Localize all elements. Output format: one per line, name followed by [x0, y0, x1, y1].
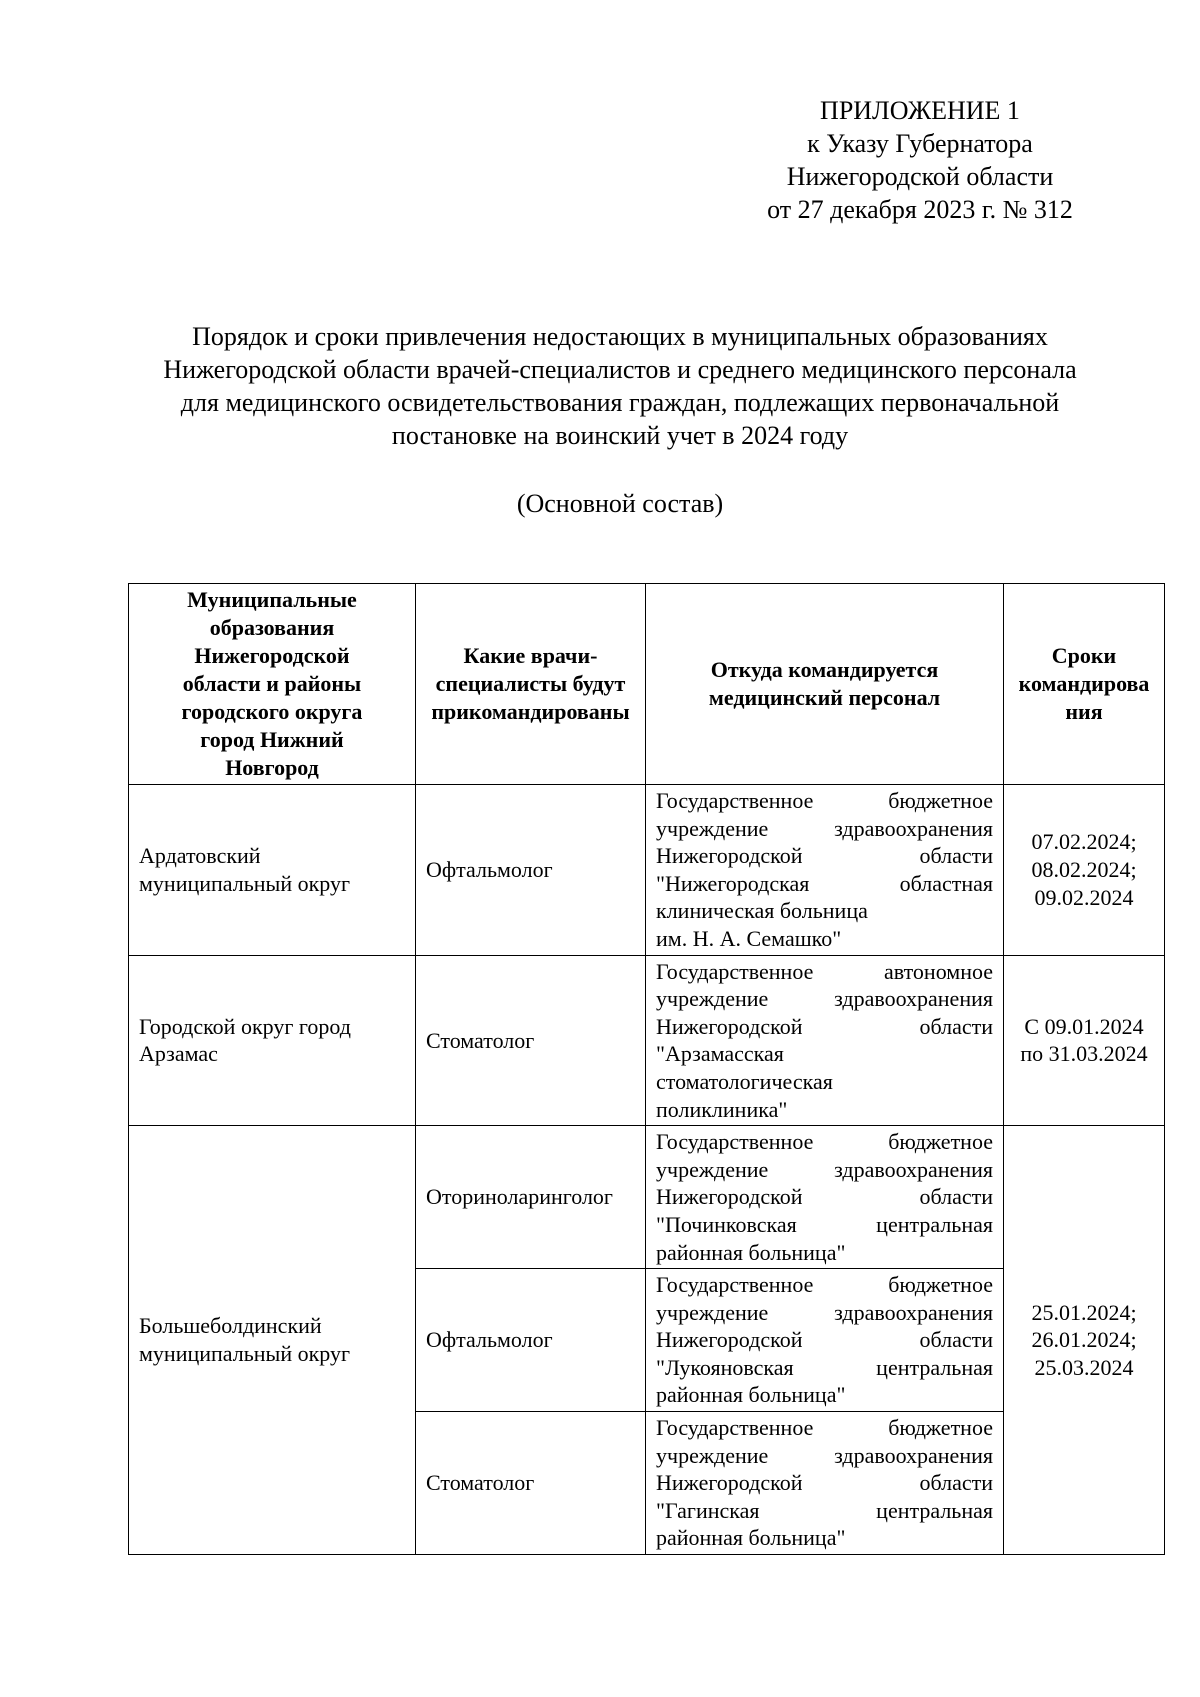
cell-specialist: Офтальмолог: [416, 785, 646, 956]
header-terms: Сроки командирова ния: [1004, 584, 1165, 785]
appendix-region: Нижегородской области: [786, 162, 1054, 191]
cell-source: Государственное бюджетное учреждение здравоохранения Нижегородской области "Лукояновская центральная районная больница": [646, 1269, 1004, 1412]
cell-specialist: Стоматолог: [416, 1412, 646, 1555]
cell-terms: 07.02.2024; 08.02.2024; 09.02.2024: [1004, 785, 1165, 956]
cell-specialist: Оториноларинголог: [416, 1126, 646, 1269]
cell-terms: 25.01.2024; 26.01.2024; 25.03.2024: [1004, 1126, 1165, 1555]
appendix-header: [740, 94, 1100, 226]
cell-terms: С 09.01.2024 по 31.03.2024: [1004, 955, 1165, 1126]
title-line: Порядок и сроки привлечения недостающих в муниципальных образованиях: [192, 322, 1048, 351]
cell-source: Государственное бюджетное учреждение здравоохранения Нижегородской области "Гагинская центральная районная больница": [646, 1412, 1004, 1555]
header-source: Откуда командируется медицинский персонал: [646, 584, 1004, 785]
header-municipality: Муниципальные образования Нижегородской области и районы городского округа город Нижний Новгород: [129, 584, 416, 785]
appendix-number: ПРИЛОЖЕНИЕ 1: [820, 96, 1020, 125]
table-row: [129, 785, 1165, 956]
cell-source: Государственное бюджетное учреждение здравоохранения Нижегородской области "Нижегородская областная клиническая больница им. Н. А. Семашко": [646, 785, 1004, 956]
assignment-table: [128, 583, 1165, 1555]
table-row: [129, 955, 1165, 1126]
composition-subtitle: (Основной состав): [516, 489, 724, 518]
cell-municipality: Ардатовский муниципальный округ: [129, 785, 416, 956]
document-title: [120, 320, 1120, 452]
cell-municipality: Городской округ город Арзамас: [129, 955, 416, 1126]
table-row: [129, 1126, 1165, 1269]
title-line: для медицинского освидетельствования граждан, подлежащих первоначальной: [180, 388, 1060, 417]
header-specialists: Какие врачи- специалисты будут прикомандированы: [416, 584, 646, 785]
appendix-decree-ref: к Указу Губернатора: [807, 129, 1033, 158]
title-line: Нижегородской области врачей-специалистов и среднего медицинского персонала: [163, 355, 1077, 384]
cell-source: Государственное бюджетное учреждение здравоохранения Нижегородской области "Починковская центральная районная больница": [646, 1126, 1004, 1269]
cell-specialist: Офтальмолог: [416, 1269, 646, 1412]
cell-municipality: Большеболдинский муниципальный округ: [129, 1126, 416, 1555]
title-line: постановке на воинский учет в 2024 году: [391, 421, 849, 450]
cell-specialist: Стоматолог: [416, 955, 646, 1126]
cell-source: Государственное автономное учреждение здравоохранения Нижегородской области "Арзамасская стоматологическая поликлиника": [646, 955, 1004, 1126]
appendix-date: от 27 декабря 2023 г. № 312: [767, 195, 1073, 224]
table-header-row: [129, 584, 1165, 785]
